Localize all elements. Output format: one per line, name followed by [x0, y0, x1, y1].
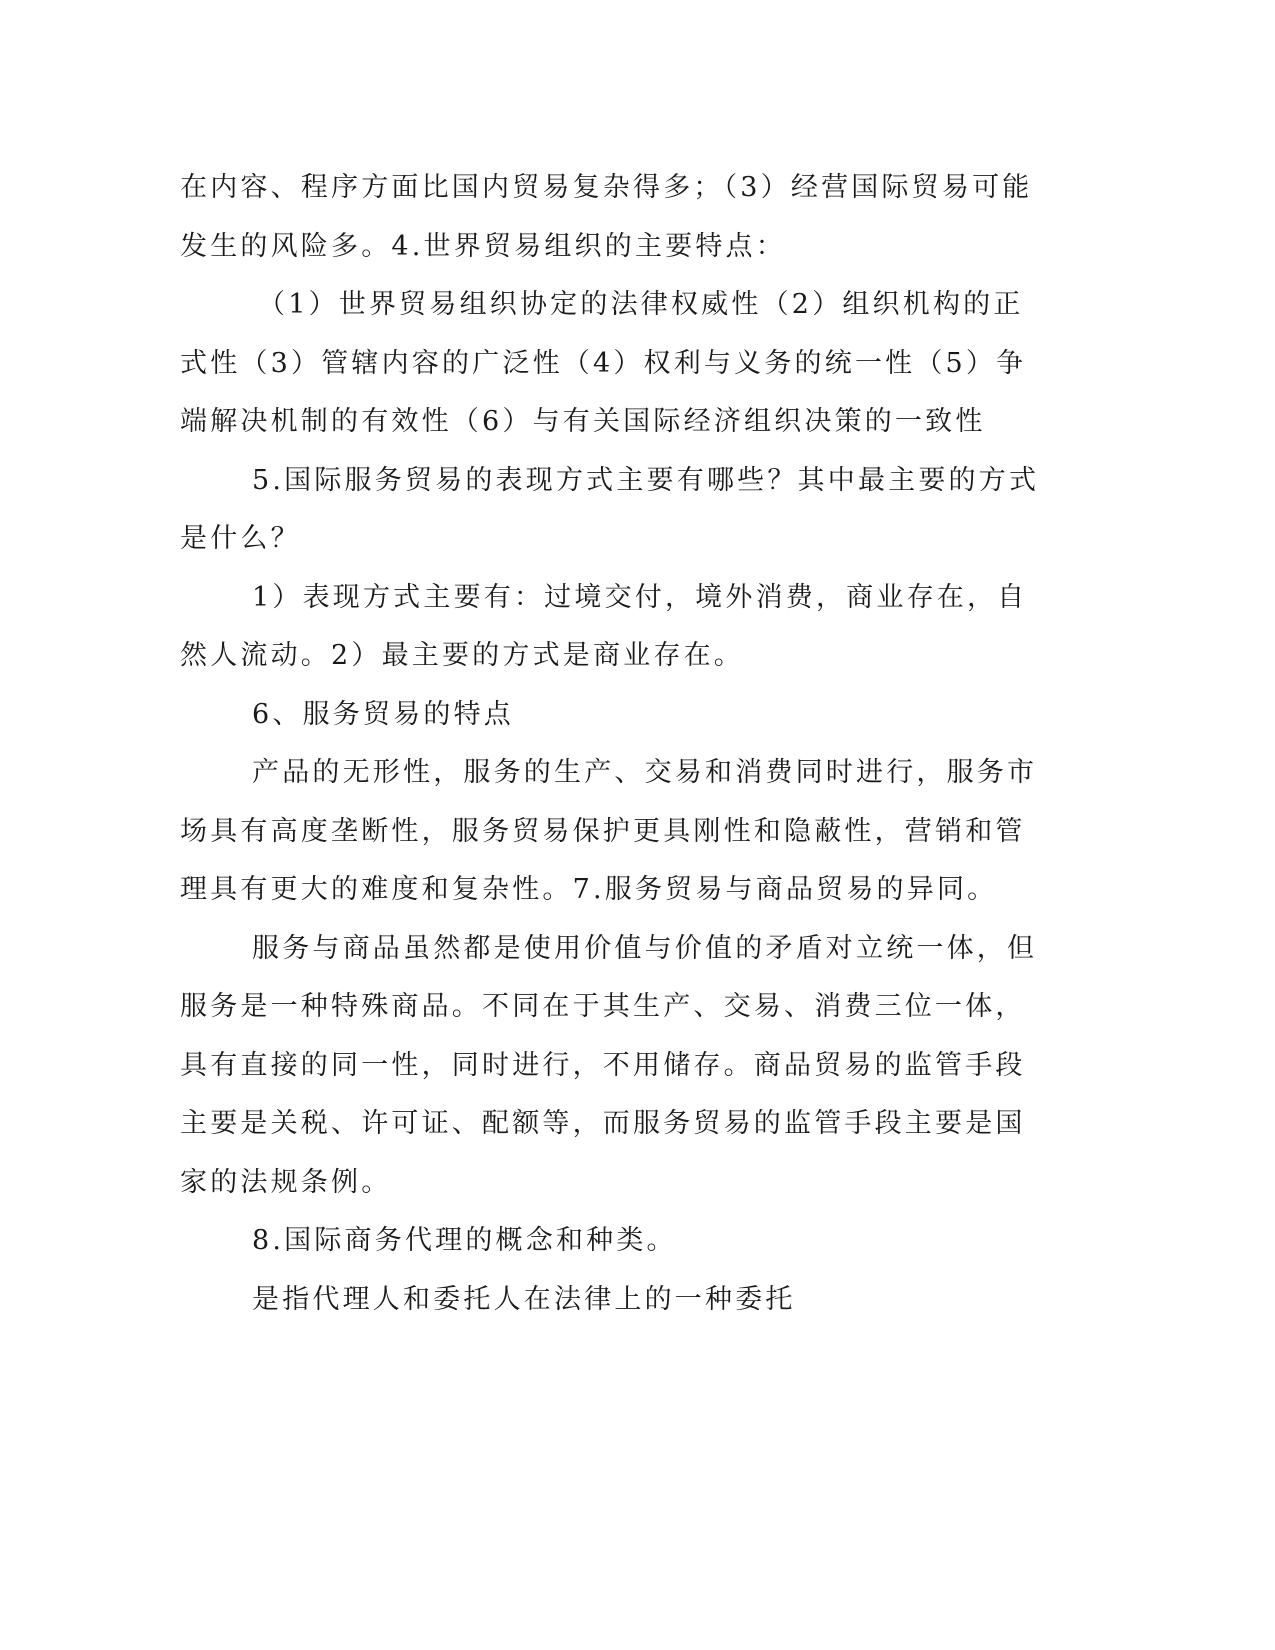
heading-service-trade-features: 6、服务贸易的特点 [252, 698, 514, 730]
paragraph-wto-features: （1）世界贸易组织协定的法律权威性（2）组织机构的正式性（3）管辖内容的广泛性（4）权利与义务的统一性（5）争端解决机制的有效性（6）与有关国际经济组织决策的一致性 [180, 289, 1027, 437]
paragraph-trade-complexity: 在内容、程序方面比国内贸易复杂得多；（3）经营国际贸易可能发生的风险多。4.世界贸易组织的主要特点： [180, 172, 1033, 262]
paragraph-commercial-agency-definition: 是指代理人和委托人在法律上的一种委托 [252, 1283, 796, 1315]
paragraph-service-trade-answer: 1）表现方式主要有：过境交付，境外消费，商业存在，自然人流动。2）最主要的方式是商业存在。 [180, 581, 1028, 671]
document-body [180, 159, 1040, 1329]
paragraph-service-vs-goods: 服务与商品虽然都是使用价值与价值的矛盾对立统一体，但服务是一种特殊商品。不同在于其生产、交易、消费三位一体，具有直接的同一性，同时进行，不用储存。商品贸易的监管手段主要是关税、许可证、配额等，而服务贸易的监管手段主要是国家的法规条例。 [180, 932, 1038, 1198]
paragraph-service-trade-features: 产品的无形性，服务的生产、交易和消费同时进行，服务市场具有高度垄断性，服务贸易保护更具刚性和隐蔽性，营销和管理具有更大的难度和复杂性。7.服务贸易与商品贸易的异同。 [180, 757, 1038, 905]
heading-commercial-agency: 8.国际商务代理的概念和种类。 [252, 1225, 677, 1256]
paragraph-service-trade-question: 5.国际服务贸易的表现方式主要有哪些？其中最主要的方式是什么？ [180, 464, 1040, 554]
